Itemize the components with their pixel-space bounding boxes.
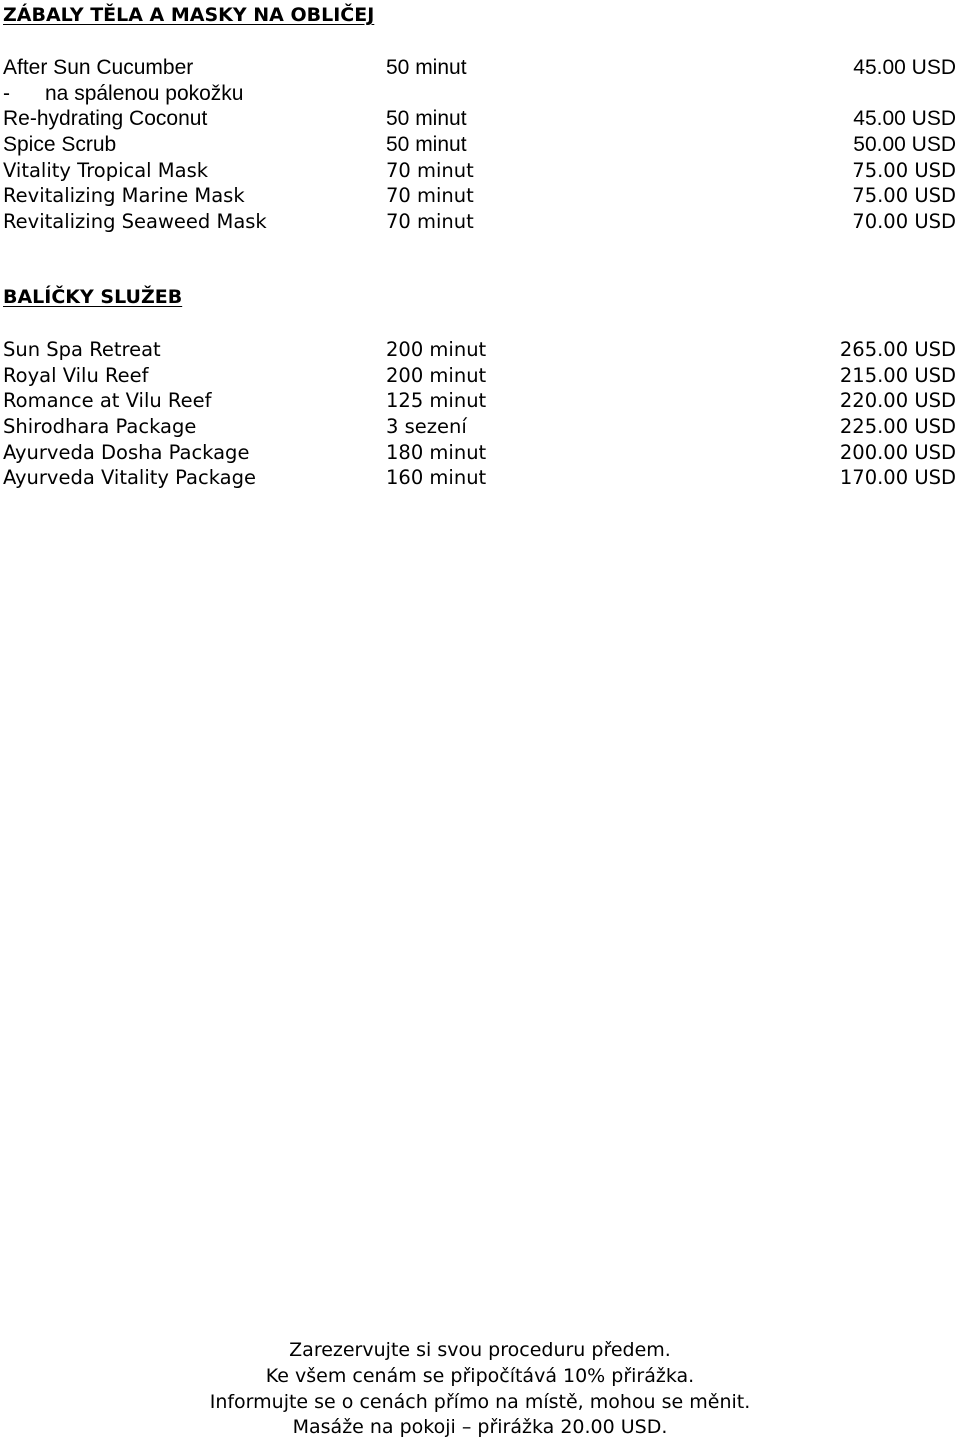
footer-line: Informujte se o cenách přímo na místě, mohou se měnit. <box>209 1390 751 1413</box>
item-name: Ayurveda Vitality Package <box>3 466 256 490</box>
item-duration: 125 minut <box>386 389 487 413</box>
item-price: 75.00 USD <box>852 184 956 208</box>
item-duration: 50 minut <box>386 56 467 79</box>
item-name: Shirodhara Package <box>3 415 197 439</box>
item-price: 200.00 USD <box>839 440 956 464</box>
item-duration: 160 minut <box>386 466 487 490</box>
list-item <box>0 106 960 132</box>
item-name: Royal Vilu Reef <box>3 363 149 387</box>
footer-line: Zarezervujte si svou proceduru předem. <box>289 1339 671 1361</box>
item-price: 50.00 USD <box>853 133 956 157</box>
item-name: Revitalizing Marine Mask <box>3 184 245 208</box>
list-item <box>0 414 960 440</box>
section-title-wraps-masks: ZÁBALY TĚLA A MASKY NA OBLIČEJ <box>3 4 375 26</box>
item-name: Romance at Vilu Reef <box>3 389 212 413</box>
item-name: After Sun Cucumber <box>3 56 194 79</box>
item-price: 215.00 USD <box>839 363 956 387</box>
list-item <box>0 363 960 389</box>
list-item <box>0 465 960 491</box>
item-duration: 3 sezení <box>386 415 467 439</box>
item-duration: 70 minut <box>386 184 474 208</box>
item-name: Sun Spa Retreat <box>3 338 161 361</box>
section-title-packages: BALÍČKY SLUŽEB <box>3 286 183 308</box>
item-price: 265.00 USD <box>839 338 956 361</box>
item-name: Revitalizing Seaweed Mask <box>3 210 267 234</box>
item-duration: 50 minut <box>386 133 467 157</box>
item-price: 45.00 USD <box>853 56 956 79</box>
item-duration: 180 minut <box>386 440 487 464</box>
item-name: Re-hydrating Coconut <box>3 107 208 131</box>
item-duration: 200 minut <box>386 338 487 361</box>
list-item <box>0 55 960 81</box>
item-duration: 50 minut <box>386 107 467 131</box>
item-price: 170.00 USD <box>839 466 956 490</box>
item-name: Ayurveda Dosha Package <box>3 440 250 464</box>
list-item <box>0 158 960 184</box>
list-item-note <box>0 81 960 107</box>
item-price: 225.00 USD <box>839 415 956 439</box>
item-price: 70.00 USD <box>852 210 956 234</box>
item-duration: 70 minut <box>386 210 474 234</box>
item-name: Spice Scrub <box>3 133 117 157</box>
list-item <box>0 132 960 158</box>
item-price: 75.00 USD <box>852 158 956 182</box>
wraps-masks-list <box>0 55 960 235</box>
footer-notes <box>0 1338 960 1441</box>
list-item <box>0 388 960 414</box>
item-duration: 70 minut <box>386 158 474 182</box>
list-item <box>0 209 960 235</box>
item-duration: 200 minut <box>386 363 487 387</box>
item-name: Vitality Tropical Mask <box>3 158 209 182</box>
list-item <box>0 337 960 363</box>
footer-line: Masáže na pokoji – přirážka 20.00 USD. <box>292 1416 668 1439</box>
list-item <box>0 183 960 209</box>
list-item <box>0 440 960 466</box>
item-note: - na spálenou pokožku <box>3 81 244 105</box>
footer-line: Ke všem cenám se připočítává 10% přirážka. <box>265 1364 695 1387</box>
item-price: 45.00 USD <box>853 107 956 131</box>
packages-list <box>0 337 960 491</box>
item-price: 220.00 USD <box>839 389 956 413</box>
